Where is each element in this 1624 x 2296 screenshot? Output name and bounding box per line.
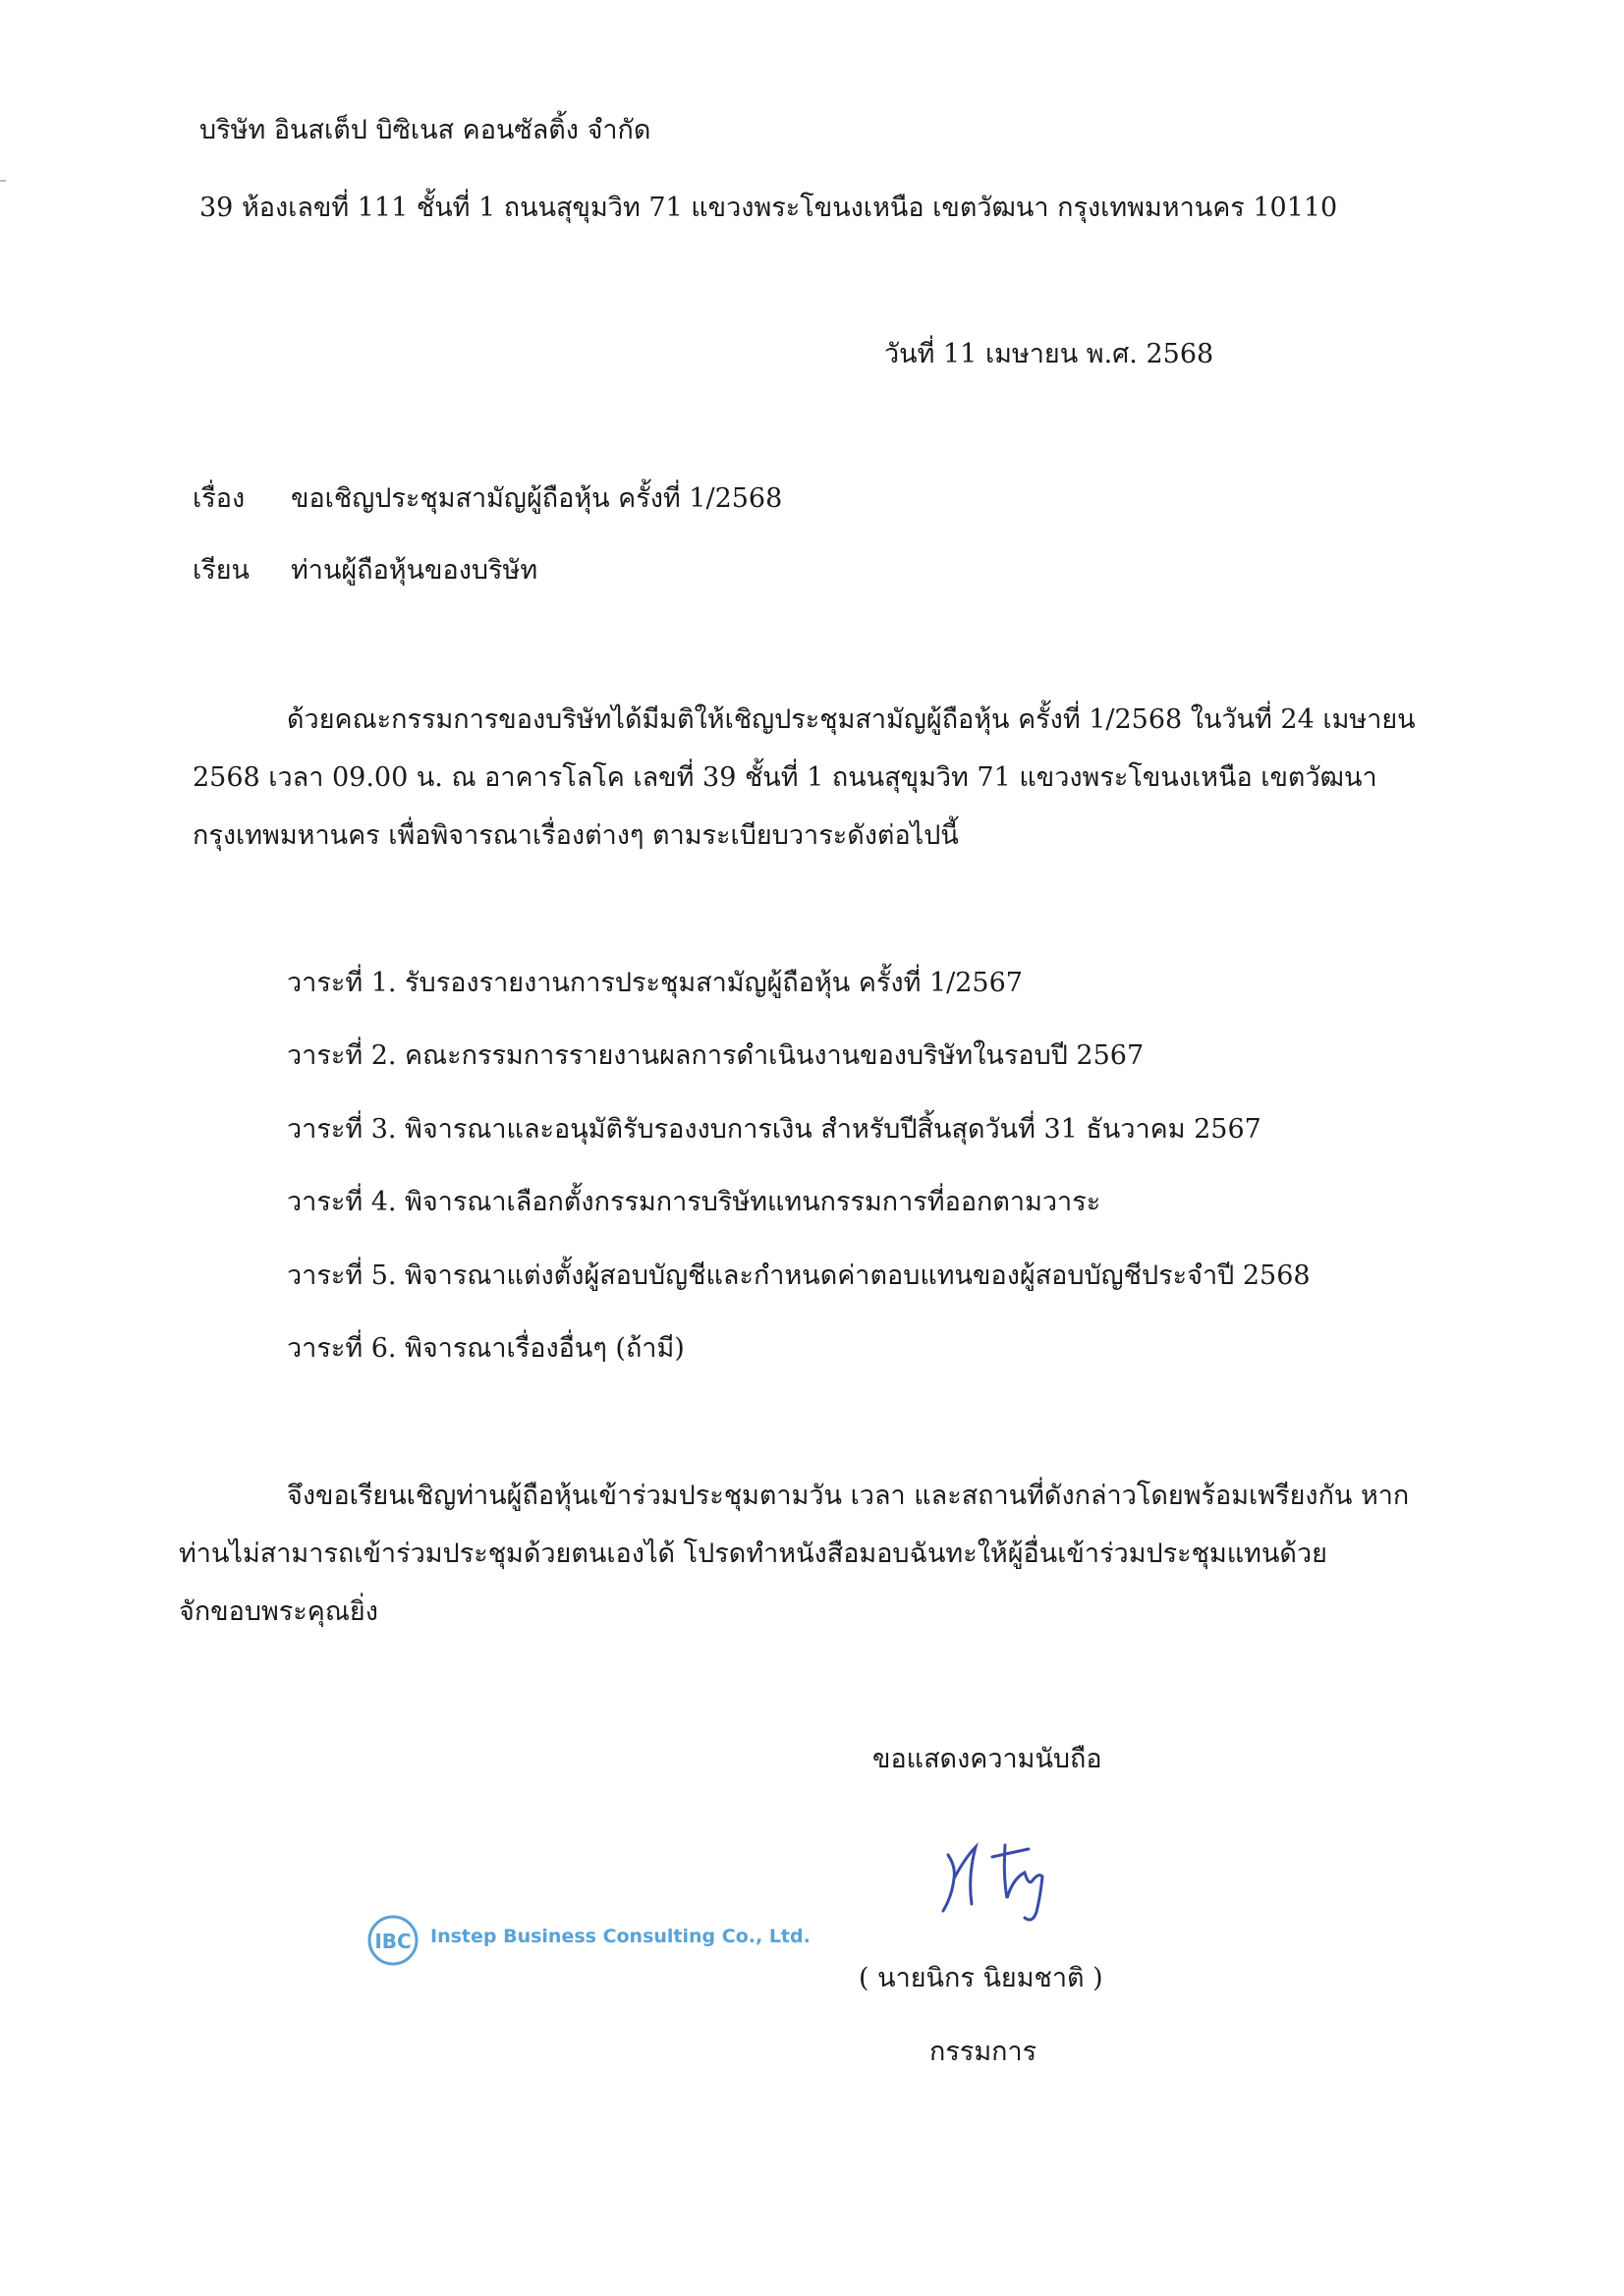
intro-line-1: ด้วยคณะกรรมการของบริษัทได้มีมติให้เชิญประชุมสามัญผู้ถือหุ้น ครั้งที่ 1/2568 ในวันที่ 24 เมษายน xyxy=(287,704,1416,735)
agenda-item-2: วาระที่ 2. คณะกรรมการรายงานผลการดำเนินงานของบริษัทในรอบปี 2567 xyxy=(287,1040,1145,1071)
intro-line-3: กรุงเทพมหานคร เพื่อพิจารณาเรื่องต่างๆ ตามระเบียบวาระดังต่อไปนี้ xyxy=(193,820,959,851)
agenda-item-3: วาระที่ 3. พิจารณาและอนุมัติรับรองงบการเงิน สำหรับปีสิ้นสุดวันที่ 31 ธันวาคม 2567 xyxy=(287,1114,1261,1145)
company-stamp xyxy=(364,1911,811,1970)
signer-title: กรรมการ xyxy=(929,2037,1037,2067)
ibc-logo-icon xyxy=(364,1911,426,1970)
intro-line-2: 2568 เวลา 09.00 น. ณ อาคารโลโค เลขที่ 39 ชั้นที่ 1 ถนนสุขุมวิท 71 แขวงพระโขนงเหนือ เขตวัฒนา xyxy=(193,762,1377,793)
subject-line xyxy=(193,479,782,519)
ibc-logo-mark-text: IBC xyxy=(374,1930,412,1953)
recipient-label: เรียน xyxy=(193,555,251,586)
company-name: บริษัท อินสเต็ป บิซิเนส คอนซัลติ้ง จำกัด xyxy=(199,115,651,145)
scan-edge-mark xyxy=(0,180,6,182)
closing-line-2: ท่านไม่สามารถเข้าร่วมประชุมด้วยตนเองได้ โปรดทำหนังสือมอบฉันทะให้ผู้อื่นเข้าร่วมประชุมแทนด้วย xyxy=(179,1539,1327,1569)
handwritten-signature xyxy=(938,1818,1076,1926)
subject-text: ขอเชิญประชุมสามัญผู้ถือหุ้น ครั้งที่ 1/2568 xyxy=(291,483,783,514)
regards-text: ขอแสดงความนับถือ xyxy=(872,1744,1102,1774)
agenda-item-4: วาระที่ 4. พิจารณาเลือกตั้งกรรมการบริษัทแทนกรรมการที่ออกตามวาระ xyxy=(287,1187,1101,1217)
agenda-item-5: วาระที่ 5. พิจารณาแต่งตั้งผู้สอบบัญชีและกำหนดค่าตอบแทนของผู้สอบบัญชีประจำปี 2568 xyxy=(287,1260,1311,1291)
letter-date: วันที่ 11 เมษายน พ.ศ. 2568 xyxy=(884,339,1214,369)
company-stamp-text: Instep Business Consulting Co., Ltd. xyxy=(430,1926,811,1947)
recipient-text: ท่านผู้ถือหุ้นของบริษัท xyxy=(291,555,538,586)
company-address: 39 ห้องเลขที่ 111 ชั้นที่ 1 ถนนสุขุมวิท 71 แขวงพระโขนงเหนือ เขตวัฒนา กรุงเทพมหานคร 10110 xyxy=(199,193,1338,223)
agenda-item-6: วาระที่ 6. พิจารณาเรื่องอื่นๆ (ถ้ามี) xyxy=(287,1333,685,1364)
subject-label: เรื่อง xyxy=(193,483,246,514)
recipient-line xyxy=(193,551,537,590)
agenda-item-1: วาระที่ 1. รับรองรายงานการประชุมสามัญผู้ถือหุ้น ครั้งที่ 1/2567 xyxy=(287,968,1023,998)
closing-line-1: จึงขอเรียนเชิญท่านผู้ถือหุ้นเข้าร่วมประชุมตามวัน เวลา และสถานที่ดังกล่าวโดยพร้อมเพรียงกัน หาก xyxy=(287,1481,1410,1511)
signer-name: ( นายนิกร นิยมชาติ ) xyxy=(859,1963,1103,1993)
closing-line-3: จักขอบพระคุณยิ่ง xyxy=(179,1596,378,1627)
